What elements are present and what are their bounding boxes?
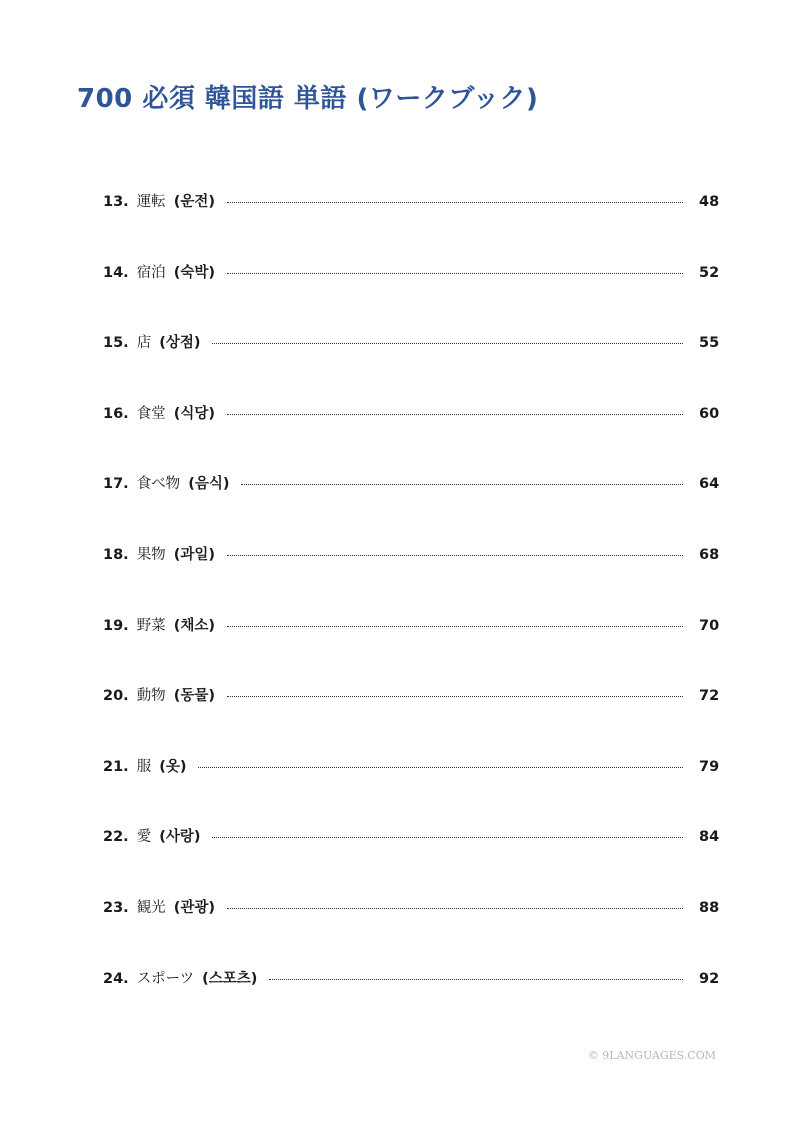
toc-dot-leader: [227, 414, 683, 415]
toc-entry-japanese: スポーツ: [136, 970, 195, 987]
toc-entry-japanese: 愛: [136, 829, 152, 846]
toc-entry[interactable]: [103, 825, 719, 896]
toc-dot-leader: [227, 273, 683, 274]
toc-entry[interactable]: [103, 967, 719, 1038]
toc-entry-korean: (관광): [173, 899, 215, 916]
toc-entry-japanese: 店: [136, 335, 152, 352]
toc-entry-page: 92: [699, 970, 720, 987]
toc-entry-number: 20.: [103, 688, 129, 705]
toc-entry-number: 19.: [103, 617, 129, 634]
toc-entry-number: 15.: [103, 335, 129, 352]
toc-entry-korean: (운전): [173, 194, 215, 210]
toc-entry-japanese: 運転: [136, 194, 166, 210]
toc-entry-korean: (동물): [173, 688, 215, 705]
toc-entry-korean: (채소): [173, 617, 215, 634]
toc-entry-korean: (음식): [188, 476, 230, 493]
toc-entry-japanese: 服: [136, 758, 152, 775]
toc-entry-japanese: 宿泊: [136, 264, 166, 281]
toc-entry[interactable]: [103, 331, 719, 402]
toc-entry-number: 23.: [103, 899, 129, 916]
toc-entry-korean: (식당): [173, 405, 215, 422]
toc-entry[interactable]: [103, 896, 719, 967]
toc-entry-korean: (옷): [159, 758, 187, 775]
toc-dot-leader: [227, 555, 683, 556]
toc-entry-korean: (사랑): [159, 829, 201, 846]
toc-entry[interactable]: [103, 755, 719, 826]
toc-entry-page: 79: [699, 758, 720, 775]
toc-entry-page: 72: [699, 688, 720, 705]
copyright-notice: © 9LANGUAGES.COM: [587, 1049, 716, 1062]
toc-entry-page: 64: [699, 476, 720, 493]
toc-dot-leader: [227, 626, 683, 627]
toc-dot-leader: [212, 837, 683, 838]
toc-entry-number: 22.: [103, 829, 129, 846]
toc-entry[interactable]: [103, 261, 719, 332]
toc-entry-japanese: 野菜: [136, 617, 166, 634]
toc-dot-leader: [227, 908, 683, 909]
toc-entry-number: 16.: [103, 405, 129, 422]
toc-dot-leader: [212, 343, 683, 344]
toc-entry[interactable]: [103, 543, 719, 614]
toc-entry-korean: (숙박): [173, 264, 215, 281]
toc-entry-japanese: 動物: [136, 688, 166, 705]
toc-entry-page: 88: [699, 899, 720, 916]
toc-entry[interactable]: [103, 472, 719, 543]
toc-dot-leader: [227, 696, 683, 697]
toc-entry[interactable]: [103, 684, 719, 755]
toc-entry-page: 55: [699, 335, 720, 352]
toc-entry-page: 60: [699, 405, 720, 422]
toc-entry-number: 24.: [103, 970, 129, 987]
toc-entry-korean: (스포츠): [202, 970, 258, 987]
toc-entry[interactable]: [103, 402, 719, 473]
toc-entry-page: 70: [699, 617, 720, 634]
toc-entry-number: 14.: [103, 264, 129, 281]
toc-entry-page: 52: [699, 264, 720, 281]
toc-entry-japanese: 食堂: [136, 405, 166, 422]
document-title: 700 必須 韓国語 単語 (ワークブック): [77, 84, 539, 114]
toc-entry[interactable]: [103, 190, 719, 261]
toc-entry-page: 68: [699, 546, 720, 563]
toc-entry-number: 18.: [103, 546, 129, 563]
toc-entry-japanese: 食べ物: [136, 476, 181, 493]
toc-dot-leader: [241, 484, 683, 485]
toc-dot-leader: [269, 979, 683, 980]
toc-entry-number: 13.: [103, 194, 129, 210]
toc-dot-leader: [198, 767, 683, 768]
toc-entry-japanese: 観光: [136, 899, 166, 916]
toc-entry-page: 48: [699, 194, 720, 210]
toc-entry-page: 84: [699, 829, 720, 846]
toc-entry-number: 21.: [103, 758, 129, 775]
toc-entry-japanese: 果物: [136, 546, 166, 563]
toc-entry-korean: (과일): [173, 546, 215, 563]
toc-dot-leader: [227, 202, 683, 203]
toc-entry-number: 17.: [103, 476, 129, 493]
toc-entry-korean: (상점): [159, 335, 201, 352]
table-of-contents: [103, 190, 719, 1037]
toc-entry[interactable]: [103, 614, 719, 685]
